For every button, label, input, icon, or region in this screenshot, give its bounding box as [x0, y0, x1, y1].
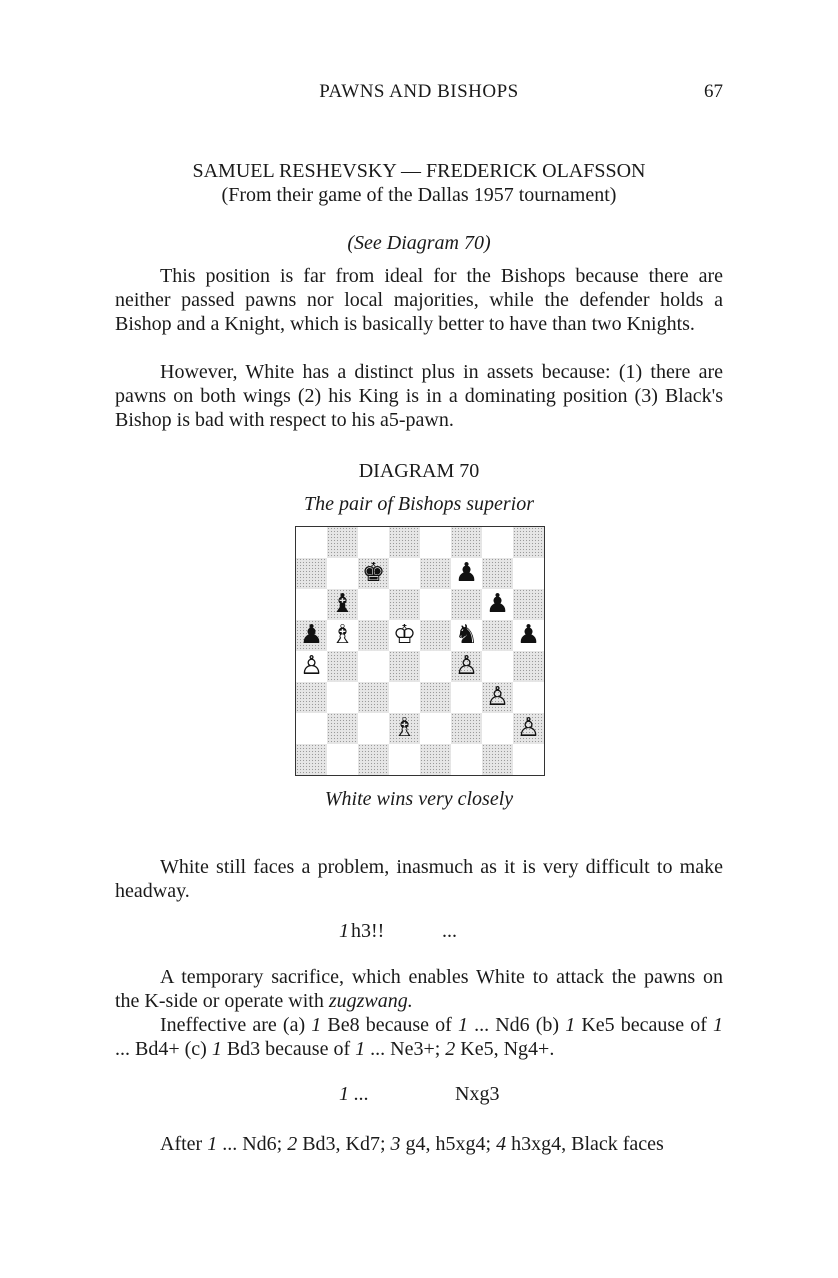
square-g2	[482, 713, 513, 744]
square-a8	[296, 527, 327, 558]
square-a3	[296, 682, 327, 713]
square-f8	[451, 527, 482, 558]
move-line-2	[115, 1083, 723, 1109]
black-pawn-icon: ♟	[516, 620, 541, 650]
chapter-title: PAWNS AND BISHOPS	[319, 81, 519, 102]
square-b3	[327, 682, 358, 713]
square-h6	[513, 589, 544, 620]
square-h4	[513, 651, 544, 682]
black-pawn-icon: ♟	[454, 558, 479, 588]
square-c8	[358, 527, 389, 558]
black-king-icon: ♚	[361, 558, 386, 588]
square-h5	[513, 620, 544, 651]
square-a1	[296, 744, 327, 775]
square-d6	[389, 589, 420, 620]
square-c1	[358, 744, 389, 775]
square-c6	[358, 589, 389, 620]
square-h7	[513, 558, 544, 589]
paragraph-problem: White still faces a problem, inasmuch as it is very difficult to make headway.	[115, 856, 723, 902]
game-players: SAMUEL RESHEVSKY — FREDERICK OLAFSSON	[192, 160, 646, 182]
square-f6	[451, 589, 482, 620]
white-pawn-icon: ♙	[485, 682, 510, 712]
white-pawn-icon: ♙	[454, 651, 479, 681]
black-knight-icon: ♞	[454, 620, 479, 650]
game-heading	[115, 159, 723, 207]
white-king-icon: ♔	[392, 620, 417, 650]
paragraph-after: After 1 ... Nd6; 2 Bd3, Kd7; 3 g4, h5xg4; 4 h3xg4, Black faces	[160, 1133, 664, 1155]
square-d1	[389, 744, 420, 775]
move-number: 1	[339, 920, 349, 942]
square-b8	[327, 527, 358, 558]
square-a6	[296, 589, 327, 620]
page-number: 67	[704, 81, 723, 102]
square-d8	[389, 527, 420, 558]
square-g5	[482, 620, 513, 651]
square-c7	[358, 558, 389, 589]
square-c4	[358, 651, 389, 682]
black-bishop-icon: ♝	[330, 589, 355, 619]
square-b6	[327, 589, 358, 620]
white-pawn-icon: ♙	[516, 713, 541, 743]
game-event: (From their game of the Dallas 1957 tournament)	[221, 184, 617, 206]
square-h2	[513, 713, 544, 744]
square-g3	[482, 682, 513, 713]
diagram-label: DIAGRAM 70	[358, 460, 480, 482]
chess-diagram	[295, 526, 545, 776]
square-a4	[296, 651, 327, 682]
paragraph-sacrifice: A temporary sacrifice, which enables White to attack the pawns on the K-side or operate with zugzwang.	[115, 966, 723, 1012]
move-reply: Nxg3	[455, 1083, 500, 1105]
running-head	[115, 81, 723, 107]
square-e3	[420, 682, 451, 713]
square-h8	[513, 527, 544, 558]
paragraph-intro: This position is far from ideal for the Bishops because there are neither passed pawns nor local majorities, while the defender holds a Bishop and a Knight, which is basically better to have than two Knights.	[115, 265, 723, 335]
square-g6	[482, 589, 513, 620]
chess-board	[295, 526, 545, 776]
square-b5	[327, 620, 358, 651]
square-c2	[358, 713, 389, 744]
square-h1	[513, 744, 544, 775]
square-f7	[451, 558, 482, 589]
paragraph-ineffective: Ineffective are (a) 1 Be8 because of 1 ... Nd6 (b) 1 Ke5 because of 1 ... Bd4+ (c) 1 Bd3 because of 1 ... Ne3+; 2 Ke5, Ng4+.	[115, 1014, 724, 1060]
see-diagram-note: (See Diagram 70)	[347, 232, 491, 254]
white-pawn-icon: ♙	[299, 651, 324, 681]
square-e5	[420, 620, 451, 651]
white-bishop-icon: ♗	[392, 713, 417, 743]
square-a5	[296, 620, 327, 651]
square-f3	[451, 682, 482, 713]
square-f1	[451, 744, 482, 775]
square-b2	[327, 713, 358, 744]
square-d4	[389, 651, 420, 682]
square-b7	[327, 558, 358, 589]
square-d5	[389, 620, 420, 651]
square-c5	[358, 620, 389, 651]
black-pawn-icon: ♟	[299, 620, 324, 650]
square-g8	[482, 527, 513, 558]
diagram-caption: The pair of Bishops superior	[303, 493, 535, 515]
move-number: 1 ...	[339, 1083, 369, 1105]
square-g7	[482, 558, 513, 589]
square-d7	[389, 558, 420, 589]
square-e1	[420, 744, 451, 775]
square-h3	[513, 682, 544, 713]
square-b4	[327, 651, 358, 682]
square-d2	[389, 713, 420, 744]
move-text: h3!!	[351, 920, 385, 942]
square-e2	[420, 713, 451, 744]
diagram-result: White wins very closely	[324, 788, 514, 810]
zugzwang-term: zugzwang.	[328, 990, 413, 1012]
square-f2	[451, 713, 482, 744]
paragraph-assets: However, White has a distinct plus in assets because: (1) there are pawns on both wings (2) his King is in a dominating position (3) Black's Bishop is bad with respect to his a5-pawn.	[115, 361, 723, 431]
square-f4	[451, 651, 482, 682]
square-a2	[296, 713, 327, 744]
square-g4	[482, 651, 513, 682]
square-g1	[482, 744, 513, 775]
move-line-1	[115, 920, 723, 946]
square-e4	[420, 651, 451, 682]
square-e8	[420, 527, 451, 558]
square-f5	[451, 620, 482, 651]
square-b1	[327, 744, 358, 775]
move-reply: ...	[442, 920, 457, 942]
white-bishop-icon: ♗	[330, 620, 355, 650]
square-e7	[420, 558, 451, 589]
square-c3	[358, 682, 389, 713]
square-e6	[420, 589, 451, 620]
square-a7	[296, 558, 327, 589]
black-pawn-icon: ♟	[485, 589, 510, 619]
square-d3	[389, 682, 420, 713]
